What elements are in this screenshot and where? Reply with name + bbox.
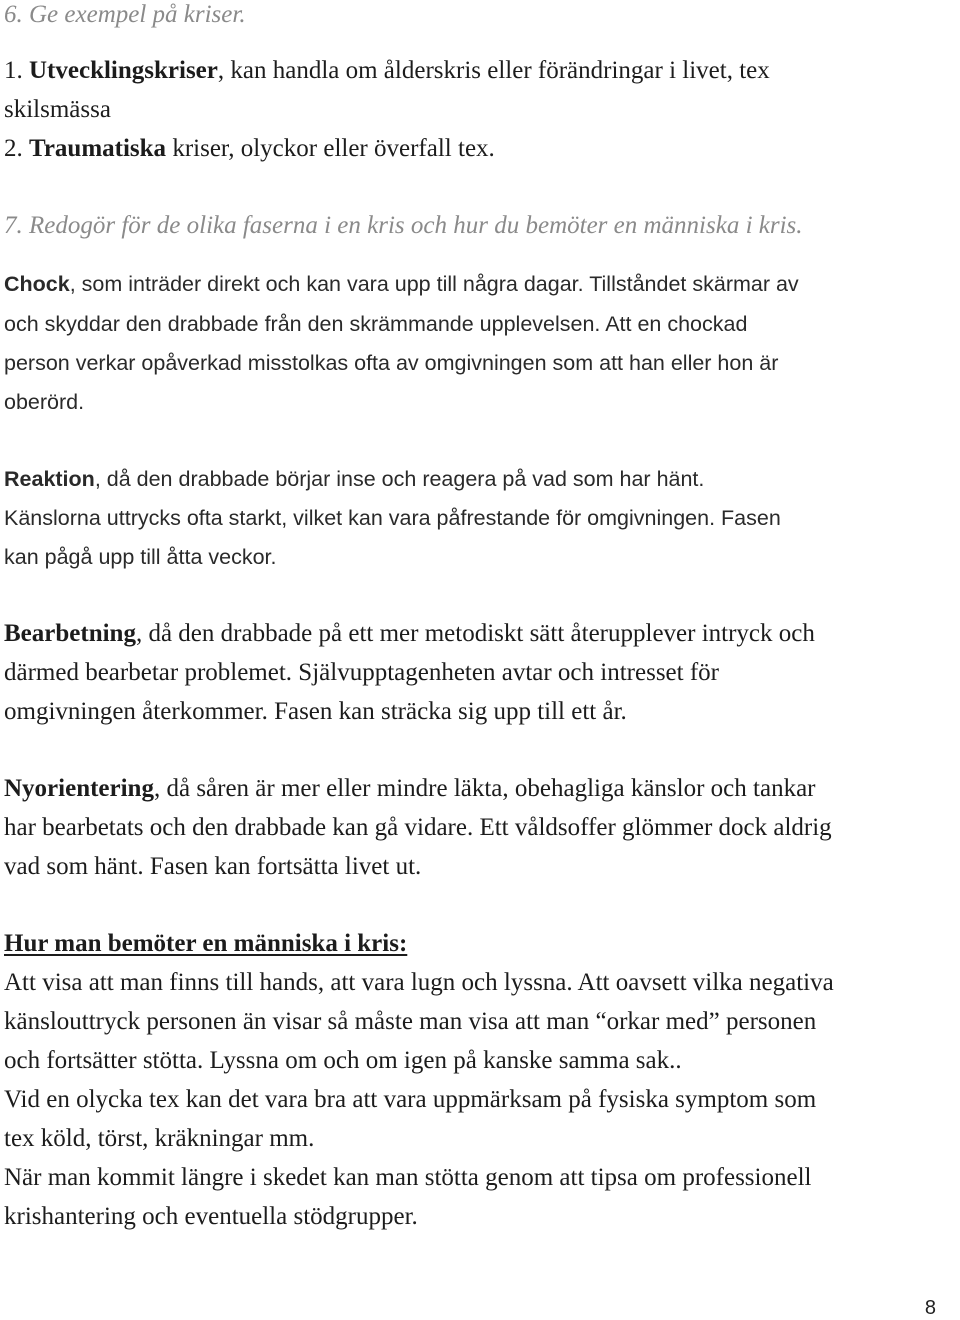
chock-paragraph-line-4: oberörd. bbox=[4, 390, 85, 414]
bearbetning-paragraph-line-1 bbox=[4, 619, 815, 649]
term-reaktion: Reaktion bbox=[4, 467, 95, 491]
chock-paragraph-line-2: och skyddar den drabbade från den skrämmande upplevelsen. Att en chockad bbox=[4, 312, 748, 336]
chock-paragraph-line-1 bbox=[4, 269, 799, 299]
term-nyorientering: Nyorientering bbox=[4, 775, 154, 802]
bemota-line-1: Att visa att man finns till hands, att vara lugn och lyssna. Att oavsett vilka negativa bbox=[4, 969, 834, 996]
nyorientering-paragraph-line-3: vad som hänt. Fasen kan fortsätta livet ut. bbox=[4, 853, 422, 880]
bemota-line-2: känslouttryck personen än visar så måste man visa att man “orkar med” personen bbox=[4, 1008, 817, 1035]
bemota-line-3: och fortsätter stötta. Lyssna om och om igen på kanske samma sak.. bbox=[4, 1047, 682, 1074]
reaktion-paragraph-line-3: kan pågå upp till åtta veckor. bbox=[4, 545, 277, 569]
list-text: , kan handla om ålderskris eller förändringar i livet, tex bbox=[217, 57, 770, 84]
bearbetning-paragraph-line-2: därmed bearbetar problemet. Självupptagenheten avtar och intresset för bbox=[4, 659, 719, 686]
list-item-2 bbox=[4, 134, 495, 164]
bemota-heading-text: Hur man bemöter en människa i kris: bbox=[4, 930, 408, 957]
bemota-line-5: tex köld, törst, kräkningar mm. bbox=[4, 1125, 315, 1152]
paragraph-text: , som inträder direkt och kan vara upp till några dagar. Tillståndet skärmar av bbox=[69, 272, 799, 296]
nyorientering-paragraph-line-2: har bearbetats och den drabbade kan gå vidare. Ett våldsoffer glömmer dock aldrig bbox=[4, 814, 832, 841]
list-number: 2. bbox=[4, 135, 29, 162]
bemota-heading bbox=[4, 929, 407, 959]
chock-paragraph-line-3: person verkar opåverkad misstolkas ofta av omgivningen som att han eller hon är bbox=[4, 351, 779, 375]
list-text: kriser, olyckor eller överfall tex. bbox=[166, 135, 495, 162]
bemota-line-7: krishantering och eventuella stödgrupper. bbox=[4, 1203, 418, 1230]
question-7-heading: 7. Redogör för de olika faserna i en kris och hur du bemöter en människa i kris. bbox=[4, 212, 803, 239]
term-traumatiska: Traumatiska bbox=[29, 135, 167, 162]
question-6-heading: 6. Ge exempel på kriser. bbox=[4, 1, 246, 28]
nyorientering-paragraph-line-1 bbox=[4, 774, 816, 804]
list-item-1 bbox=[4, 56, 770, 86]
term-utvecklingskriser: Utvecklingskriser bbox=[29, 57, 218, 84]
page-number: 8 bbox=[924, 1297, 936, 1319]
paragraph-text: , då den drabbade börjar inse och reagera på vad som har hänt. bbox=[94, 467, 705, 491]
bemota-line-6: När man kommit längre i skedet kan man stötta genom att tipsa om professionell bbox=[4, 1164, 812, 1191]
paragraph-text: , då den drabbade på ett mer metodiskt sätt återupplever intryck och bbox=[135, 620, 815, 647]
bearbetning-paragraph-line-3: omgivningen återkommer. Fasen kan sträcka sig upp till ett år. bbox=[4, 698, 627, 725]
term-bearbetning: Bearbetning bbox=[4, 620, 136, 647]
list-number: 1. bbox=[4, 57, 29, 84]
reaktion-paragraph-line-1 bbox=[4, 464, 704, 494]
reaktion-paragraph-line-2: Känslorna uttrycks ofta starkt, vilket kan vara påfrestande för omgivningen. Fasen bbox=[4, 506, 781, 530]
term-chock: Chock bbox=[4, 272, 70, 296]
paragraph-text: , då såren är mer eller mindre läkta, obehagliga känslor och tankar bbox=[153, 775, 816, 802]
list-item-1-continued: skilsmässa bbox=[4, 96, 111, 123]
bemota-line-4: Vid en olycka tex kan det vara bra att vara uppmärksam på fysiska symptom som bbox=[4, 1086, 817, 1113]
